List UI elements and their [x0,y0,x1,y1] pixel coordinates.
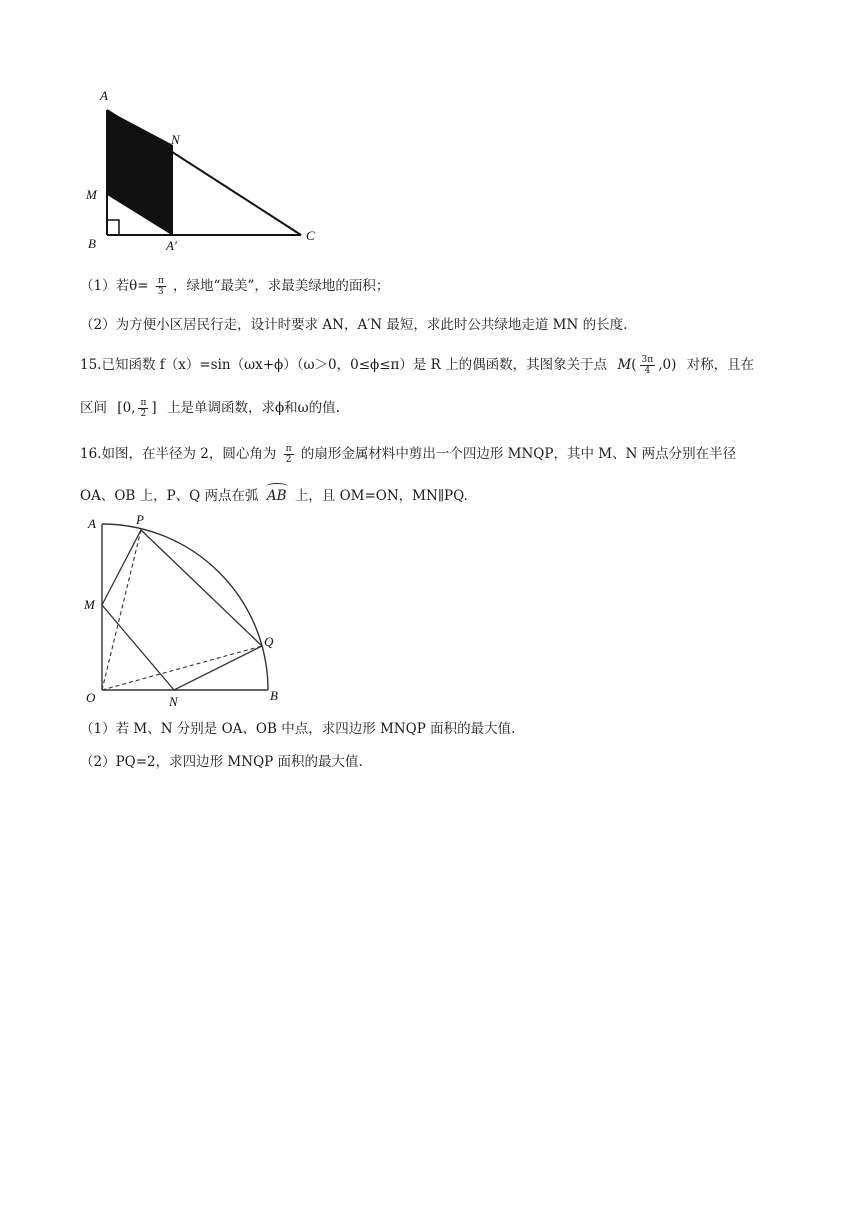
label-a: A [88,516,96,531]
label-m: M [84,597,95,612]
label-m: M [86,187,97,202]
q16-line1-end: 的扇形金属材料中剪出一个四边形 MNQP，其中 M、N 两点分别在半径 [300,446,737,462]
q16-part1: （1）若 M、N 分别是 OA、OB 中点，求四边形 MNQP 面积的最大值. [80,721,516,737]
q14-part1-end: ，绿地“最美”，求最美绿地的面积； [173,278,390,294]
arc-ab: AB [266,488,287,504]
q15-line1-start: 15.已知函数 f（x）=sin（ωx+ϕ）（ω＞0，0≤ϕ≤π）是 R 上的偶函数，其图象关于点 [80,357,608,373]
q15-line2 [80,398,340,419]
frac-denominator: 3 [157,287,164,297]
frac-numerator: π [285,444,292,454]
frac-numerator: π [157,276,164,286]
frac-numerator: π [140,398,147,408]
q15-line2-start: 区间 [80,400,107,416]
right-angle-mark [107,220,119,235]
label-p: P [136,512,144,527]
q16-line1 [80,444,736,465]
arc-ab-curve [102,524,268,690]
q14-part2: （2）为方便小区居民行走，设计时要求 AN，A′N 最短，求此时公共绿地走道 MN 的长度. [80,317,628,333]
q14-part1-start: （1）若θ= [80,278,149,294]
label-b: B [88,236,96,251]
frac-denominator: 2 [285,455,292,465]
fraction-3pi-over-4 [640,355,656,376]
label-n: N [171,132,180,147]
quadrilateral-mnqp [102,530,262,690]
q16-part2: （2）PQ=2，求四边形 MNQP 面积的最大值. [80,754,363,770]
point-m-tail: ,0) [658,357,677,373]
q16-line2 [80,487,468,505]
q16-line1-start: 16.如图，在半径为 2，圆心角为 [80,446,277,462]
q15-line2-end: 上是单调函数，求ϕ和ω的值. [166,400,340,416]
interval-tail: ] [151,400,157,416]
triangle-figure [80,82,320,252]
shaded-region [107,110,173,235]
dashed-oq [102,646,262,690]
label-q: Q [264,634,274,649]
q16-line2-start: OA、OB 上，P、Q 两点在弧 [80,488,259,504]
interval-head: [0, [117,400,136,416]
frac-denominator: 4 [644,366,651,376]
q14-part1 [80,276,389,297]
point-m-expression: M( $\frac{3\pi}{4}$ ,0) [617,355,677,376]
frac-denominator: 2 [140,409,147,419]
interval-expression [117,398,161,419]
q15-line1 [80,355,754,376]
q16-line2-end: 上，且 OM=ON，MN∥PQ. [294,488,468,504]
dashed-op [102,530,141,690]
label-b: B [270,688,278,703]
sector-figure [80,512,290,712]
label-o: O [86,690,96,705]
label-a-prime: A′ [166,238,177,252]
label-c: C [306,228,315,243]
frac-numerator: 3π [641,355,654,365]
label-a: A [100,88,108,103]
fraction-pi-over-3 [156,276,166,297]
fraction-pi-over-2 [284,444,294,465]
q15-line1-end: 对称，且在 [686,357,755,373]
fraction-pi-over-2 [138,398,148,419]
label-n: N [169,694,178,709]
point-m-name: M [617,357,632,373]
